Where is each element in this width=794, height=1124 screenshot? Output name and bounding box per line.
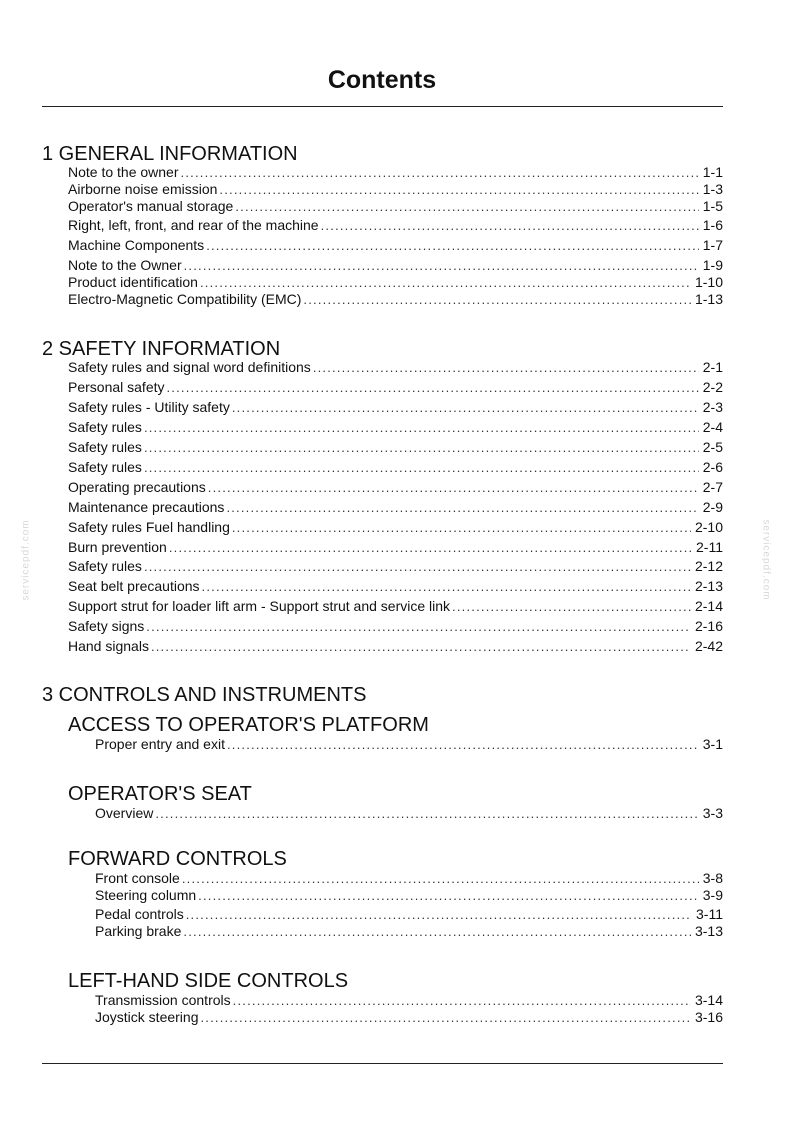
- toc-entry[interactable]: Pedal controls ..... 3-11: [95, 906, 723, 923]
- toc-entry[interactable]: Parking brake ..... 3-13: [95, 923, 723, 940]
- toc-entry[interactable]: Steering column ..... 3-9: [95, 887, 723, 904]
- toc-entry[interactable]: Right, left, front, and rear of the machine ..... 1-6: [68, 217, 723, 234]
- toc-entry[interactable]: Safety rules ..... 2-6: [68, 459, 723, 476]
- toc-entry[interactable]: Product identification ..... 1-10: [68, 274, 723, 291]
- toc-entry[interactable]: Operating precautions ..... 2-7: [68, 479, 723, 496]
- toc-entry[interactable]: Safety rules and signal word definitions ..... 2-1: [68, 359, 723, 376]
- toc-entry[interactable]: Safety rules - Utility safety ..... 2-3: [68, 399, 723, 416]
- subsection-heading: FORWARD CONTROLS: [68, 848, 287, 870]
- section-heading-3: 3 CONTROLS AND INSTRUMENTS: [42, 684, 367, 706]
- toc-entry[interactable]: Joystick steering ..... 3-16: [95, 1009, 723, 1026]
- subsection-heading: OPERATOR'S SEAT: [68, 783, 252, 805]
- toc-entry[interactable]: Electro-Magnetic Compatibility (EMC) ..... 1-13: [68, 291, 723, 308]
- subsection-heading: LEFT-HAND SIDE CONTROLS: [68, 970, 349, 992]
- toc-entry[interactable]: Support strut for loader lift arm - Support strut and service link ..... 2-14: [68, 598, 723, 615]
- toc-entry[interactable]: Safety signs ..... 2-16: [68, 618, 723, 635]
- toc-entry[interactable]: Safety rules Fuel handling ..... 2-10: [68, 519, 723, 536]
- toc-entry[interactable]: Safety rules ..... 2-4: [68, 419, 723, 436]
- toc-entry[interactable]: Proper entry and exit ..... 3-1: [95, 736, 723, 753]
- section-heading-1: 1 GENERAL INFORMATION: [42, 143, 298, 165]
- toc-entry[interactable]: Hand signals ..... 2-42: [68, 638, 723, 655]
- toc-entry[interactable]: Overview ..... 3-3: [95, 805, 723, 822]
- top-rule: [42, 106, 723, 107]
- toc-entry[interactable]: Maintenance precautions ..... 2-9: [68, 499, 723, 516]
- toc-entry[interactable]: Machine Components ..... 1-7: [68, 237, 723, 254]
- section-heading-2: 2 SAFETY INFORMATION: [42, 338, 281, 360]
- subsection-heading: ACCESS TO OPERATOR'S PLATFORM: [68, 714, 429, 736]
- bottom-rule: [42, 1063, 723, 1064]
- watermark-left: servicepdf.com: [20, 519, 32, 601]
- toc-entry[interactable]: Airborne noise emission ..... 1-3: [68, 181, 723, 198]
- toc-entry[interactable]: Transmission controls ..... 3-14: [95, 992, 723, 1009]
- watermark-right: servicepdf.com: [760, 519, 772, 601]
- toc-entry[interactable]: Seat belt precautions ..... 2-13: [68, 578, 723, 595]
- toc-entry[interactable]: Burn prevention ..... 2-11: [68, 539, 723, 556]
- toc-entry[interactable]: Safety rules ..... 2-12: [68, 558, 723, 575]
- toc-entry[interactable]: Personal safety ..... 2-2: [68, 379, 723, 396]
- toc-entry[interactable]: Front console ..... 3-8: [95, 870, 723, 887]
- toc-entry[interactable]: Note to the Owner ..... 1-9: [68, 257, 723, 274]
- toc-entry[interactable]: Safety rules ..... 2-5: [68, 439, 723, 456]
- toc-entry[interactable]: Note to the owner ..... 1-1: [68, 164, 723, 181]
- page-title: Contents: [327, 66, 437, 94]
- toc-entry[interactable]: Operator's manual storage ..... 1-5: [68, 198, 723, 215]
